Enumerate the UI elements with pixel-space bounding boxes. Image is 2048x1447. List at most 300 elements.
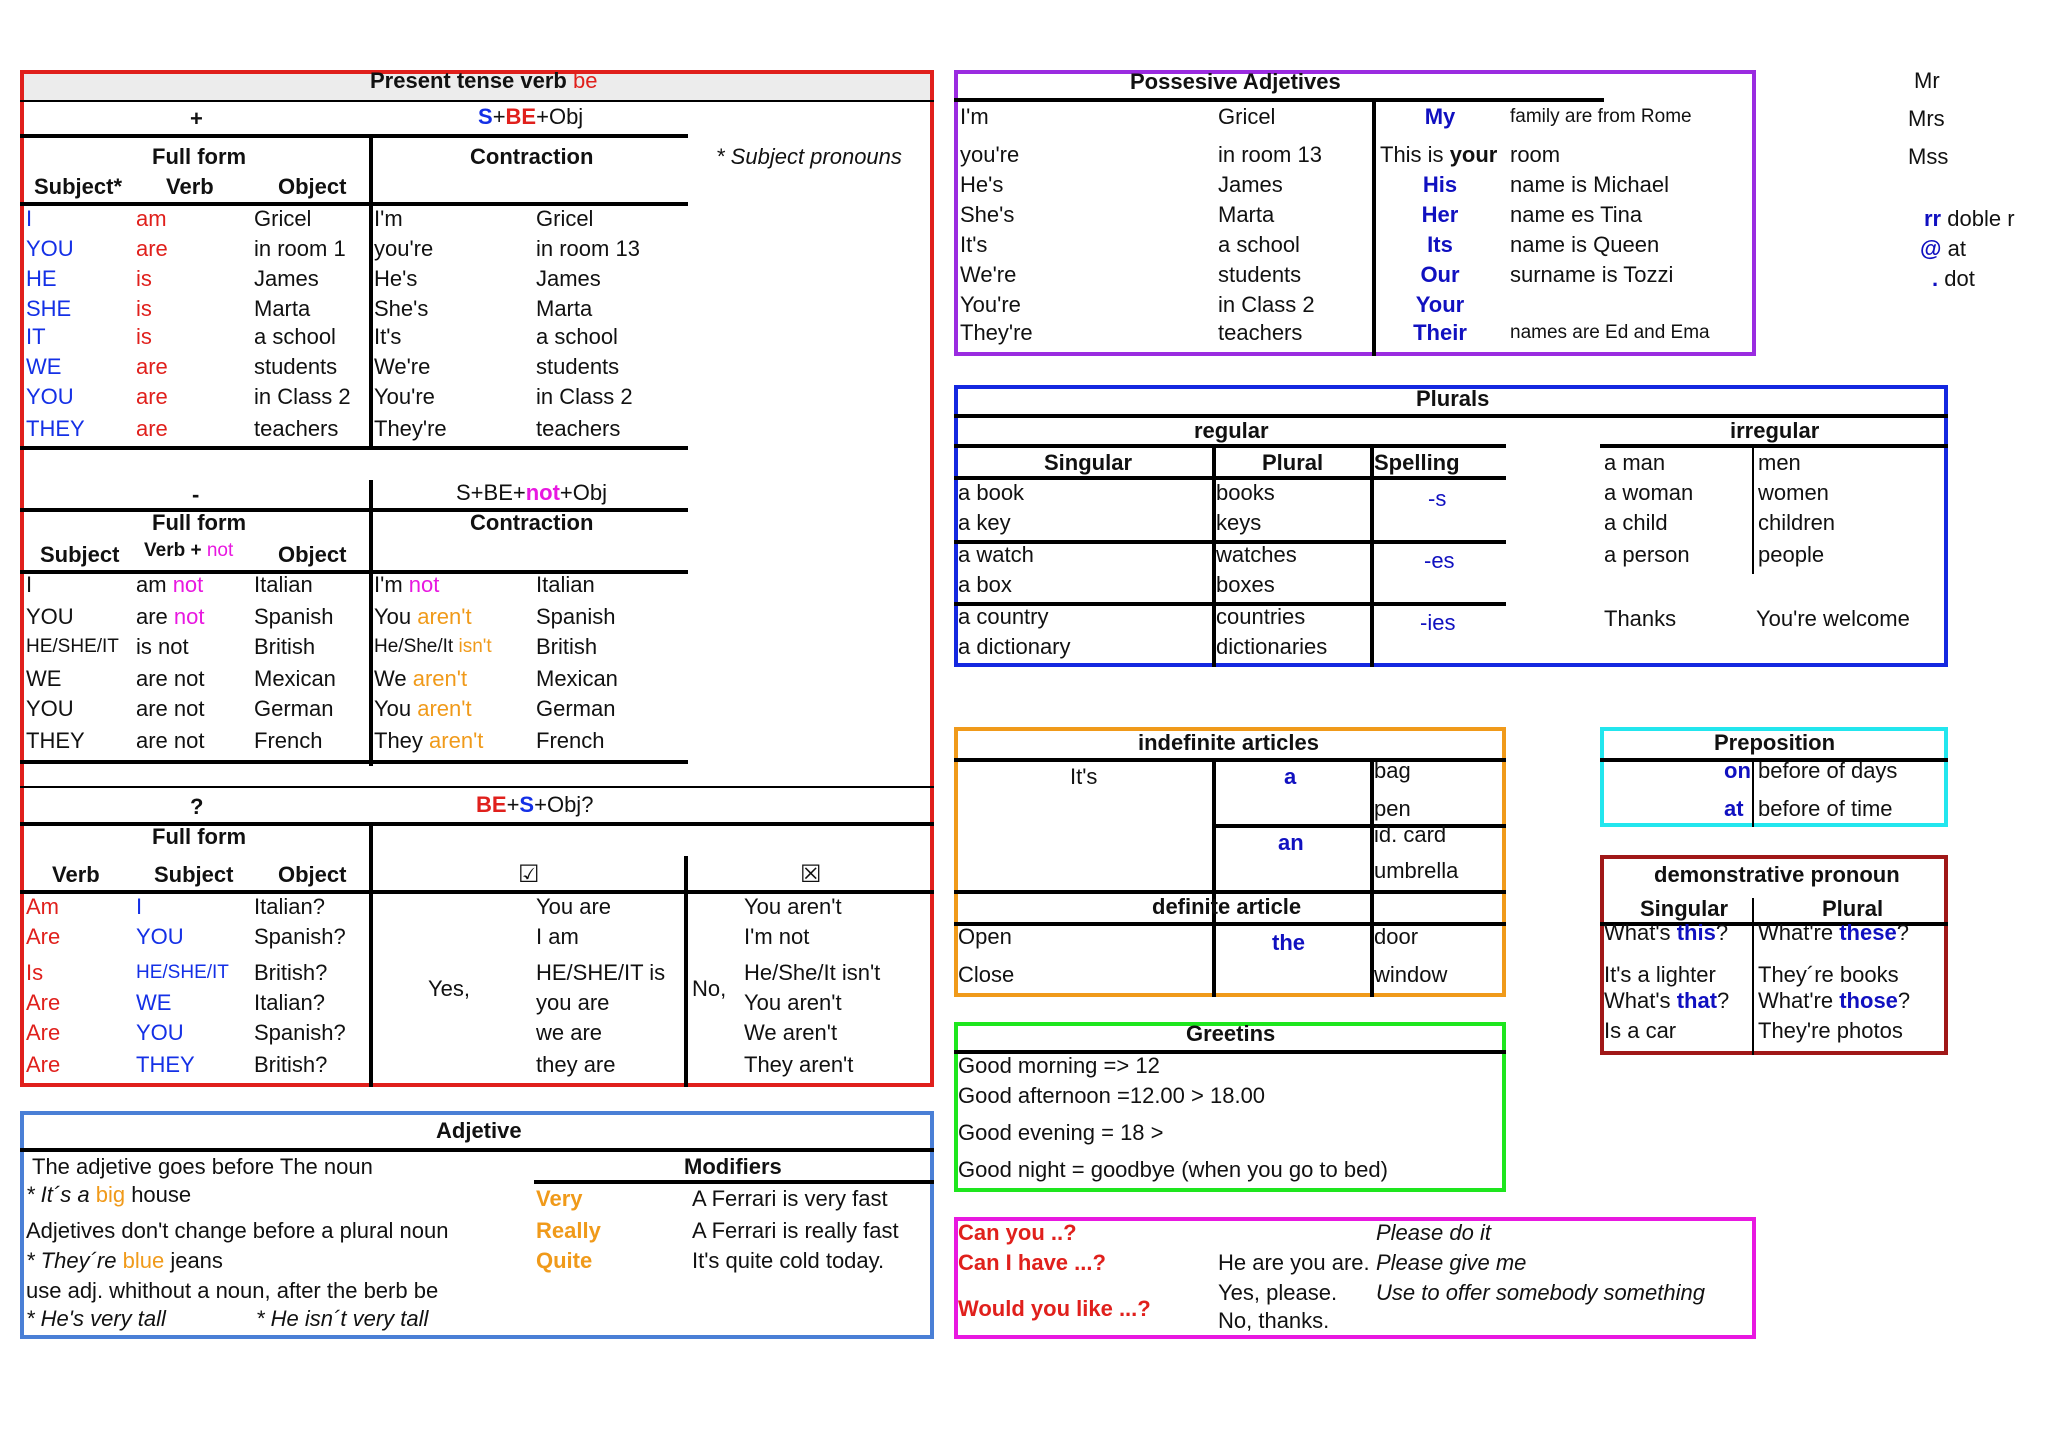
q-subject: YOU [136,1020,184,1045]
neg-subject: THEY [26,728,85,753]
divider [369,480,373,766]
q-verb-header: Verb [52,862,100,887]
divider [954,98,1604,102]
present-title-text: Present tense verb [370,68,567,93]
prep-at: at [1724,796,1744,821]
poss-object: Marta [1218,202,1275,227]
pos-contraction: They're [374,416,447,441]
pos-contraction: you're [374,236,434,261]
divider [1752,758,1754,827]
plural-plural: keys [1216,510,1262,535]
poss-subject: She's [960,202,1015,227]
subject-header: Subject* [34,174,123,199]
demo-these-question [1758,920,1909,946]
email-at [1920,236,1966,262]
neg-verb-word: are not [136,696,205,721]
divider [20,446,688,450]
neg-contraction-verb: not [408,572,440,597]
pos-verb: am [136,206,167,231]
pos-subject: THEY [26,416,85,441]
pos-contraction: We're [374,354,431,379]
q-formula-rest: +Obj? [534,792,594,817]
poss-subject: We're [960,262,1017,287]
divider [1370,444,1374,667]
umbrella-text: umbrella [1374,858,1459,883]
adj-example2-prefix: * They´re [26,1248,117,1273]
spelling-ies: -ies [1420,610,1456,635]
preposition-title: Preposition [1714,730,1836,755]
divider [1752,898,1754,1055]
prep-on: on [1724,758,1751,783]
neg-verb-not: not [172,572,204,597]
greeting-evening: Good evening = 18 > [958,1120,1164,1145]
demo-qmark-2: ? [1896,920,1909,945]
divider [534,1180,934,1184]
q-yes-answer: you are [536,990,610,1015]
plural-singular: a watch [958,542,1034,567]
modifiers-header: Modifiers [684,1154,782,1179]
q-subject: WE [136,990,172,1015]
plural-singular: a dictionary [958,634,1071,659]
verb-header: Verb [166,174,214,199]
neg-contraction-verb: isn't [458,636,492,657]
demo-books: They´re books [1758,962,1899,987]
neg-verb [136,696,205,722]
plural-spelling-header: Spelling [1374,450,1460,475]
q-subject: THEY [136,1052,195,1077]
q-object: Spanish? [254,924,346,949]
pos-subject: YOU [26,236,74,261]
adj-line-3: Adjetives don't change before a plural noun [26,1218,449,1243]
modifier-example: A Ferrari is really fast [692,1218,899,1243]
poss-object: teachers [1218,320,1303,345]
modifier-word: Really [536,1218,601,1243]
open-text: Open [958,924,1012,949]
pos-verb: is [136,266,152,291]
neg-contraction-subject: You [374,696,412,721]
poss-example: surname is Tozzi [1510,262,1674,287]
plural-singular-header: Singular [1044,450,1133,475]
pos-subject: WE [26,354,62,379]
poss-example: name is Michael [1510,172,1669,197]
neg-contraction-object: German [536,696,616,721]
demo-those: those [1839,988,1898,1013]
neg-contraction [374,572,439,598]
formula-rest: +Obj [536,104,584,129]
q-object: British? [254,1052,328,1077]
title-mr: Mr [1914,68,1940,93]
poss-subject: He's [960,172,1004,197]
poss-subject: They're [960,320,1033,345]
q-no-answer: They aren't [744,1052,854,1077]
q-verb: Are [26,924,61,949]
demo-singular-header: Singular [1640,896,1729,921]
pos-contraction-object: a school [536,324,618,349]
neg-contraction-subject: We [374,666,407,691]
spelling-s: -s [1428,486,1447,511]
divider [20,1148,934,1152]
plural-singular: a box [958,572,1012,597]
plural-plural: dictionaries [1216,634,1328,659]
neg-verb [136,666,205,692]
definite-title: definite article [1152,894,1302,919]
demo-qmark-4: ? [1897,988,1911,1013]
thanks-text: Thanks [1604,606,1677,631]
adj-line-4 [26,1248,223,1274]
spelling-es: -es [1424,548,1455,573]
q-yes-answer: they are [536,1052,616,1077]
adjective-title: Adjetive [436,1118,522,1143]
pos-object: Marta [254,296,311,321]
possessive-title: Possesive Adjetives [1130,69,1341,94]
q-yes-answer: HE/SHE/IT is [536,960,666,985]
q-verb: Are [26,1020,61,1045]
adj-line-5: use adj. whithout a noun, after the berb be [26,1278,439,1303]
question-formula [476,792,593,818]
regular-header: regular [1194,418,1269,443]
neg-subject: WE [26,666,62,691]
pos-contraction-object: students [536,354,620,379]
q-object: Italian? [254,894,325,919]
q-verb: Are [26,1052,61,1077]
divider [20,100,934,102]
divider [20,786,934,788]
divider [1752,444,1754,574]
plural-plural: boxes [1216,572,1275,597]
demo-qmark-3: ? [1717,988,1730,1013]
adj-line-1: The adjetive goes before The noun [32,1154,373,1179]
poss-subject: I'm [960,104,989,129]
poss-object: a school [1218,232,1300,257]
neg-contraction [374,604,472,630]
pos-contraction-object: in Class 2 [536,384,633,409]
poss-subject: It's [960,232,988,257]
neg-formula-a: S+BE+ [456,480,526,505]
neg-verb [136,572,203,598]
irregular-plural: women [1758,480,1829,505]
plural-plural: watches [1216,542,1297,567]
present-title [370,68,597,94]
prep-at-text: before of time [1758,796,1893,821]
greetings-title: Greetins [1186,1021,1276,1046]
object-header: Object [278,174,347,199]
neg-subject-header: Subject [40,542,120,567]
neg-contraction-subject: He/She/It [374,636,454,657]
demo-that: that [1676,988,1718,1013]
adj-example-adjective: big [95,1182,126,1207]
adj-example-noun: house [131,1182,192,1207]
q-formula-be: BE [476,792,507,817]
greeting-morning: Good morning => 12 [958,1053,1160,1078]
bag-text: bag [1374,758,1411,783]
pos-object: teachers [254,416,339,441]
idcard-text: id. card [1374,822,1447,847]
divider [1212,824,1506,828]
modifier-word: Quite [536,1248,593,1273]
demo-this-question [1604,920,1728,946]
q-no-answer: You aren't [744,990,842,1015]
email-dot [1932,266,1975,292]
q-no-answer: I'm not [744,924,810,949]
pos-contraction: He's [374,266,418,291]
note-please-give-me: Please give me [1376,1250,1527,1275]
pos-object: students [254,354,338,379]
note-offer: Use to offer somebody something [1376,1280,1705,1305]
neg-contraction-object: French [536,728,605,753]
formula-plus: + [492,104,506,129]
adj-example-prefix: * It´s a [26,1182,90,1207]
q-object: British? [254,960,328,985]
neg-contraction [374,696,472,722]
demo-car: Is a car [1604,1018,1677,1043]
plural-plural: countries [1216,604,1306,629]
plural-plural: books [1216,480,1275,505]
poss-object: Gricel [1218,104,1276,129]
pos-object: Gricel [254,206,312,231]
neg-object: Spanish [254,604,334,629]
demo-that-question [1604,988,1729,1014]
neg-object-header: Object [278,542,347,567]
neg-contraction-object: British [536,634,598,659]
neg-contraction-object: Italian [536,572,595,597]
rr-symbol: rr [1924,206,1942,231]
demo-whats-1: What's [1604,920,1671,945]
present-title-be: be [573,68,598,93]
article-an: an [1278,830,1304,855]
its-text: It's [1070,764,1098,789]
divider [954,922,1506,926]
poss-adjective: Her [1421,202,1459,227]
q-no-answer: You aren't [744,894,842,919]
modifier-example: A Ferrari is very fast [692,1186,888,1211]
contraction-header: Contraction [470,144,594,169]
poss-subject: you're [960,142,1020,167]
divider [369,134,373,450]
q-verb: Am [26,894,59,919]
neg-contraction-verb: aren't [429,728,484,753]
poss-adjective: Your [1415,292,1465,317]
poss-example: room [1510,142,1561,167]
q-verb: Is [26,960,44,985]
negative-formula [456,480,607,506]
pos-subject: I [26,206,33,231]
demo-whatre-1: What're [1758,920,1834,945]
q-object: Spanish? [254,1020,346,1045]
positive-formula [478,104,583,130]
pos-object: in room 1 [254,236,346,261]
cross-icon: ☒ [800,861,822,888]
pos-contraction-object: in room 13 [536,236,640,261]
irregular-singular: a woman [1604,480,1694,505]
irregular-plural: people [1758,542,1825,567]
neg-verb-word: are [136,604,168,629]
neg-verb-word: is not [136,634,189,659]
poss-adjective: your [1449,142,1498,167]
neg-object: French [254,728,323,753]
article-the: the [1272,930,1305,955]
poss-object: James [1218,172,1283,197]
poss-example: family are from Rome [1510,106,1692,127]
neg-verb [136,604,205,630]
irregular-singular: a person [1604,542,1690,567]
q-no-answer: We aren't [744,1020,838,1045]
neg-subject: YOU [26,696,74,721]
irregular-singular: a child [1604,510,1668,535]
door-text: door [1374,924,1419,949]
neg-contraction-verb: aren't [412,666,468,691]
neg-verb [136,728,205,754]
demo-lighter: It's a lighter [1604,962,1716,987]
divider [1212,758,1216,997]
neg-formula-not: not [525,480,560,505]
pos-verb: are [136,236,168,261]
plural-singular: a country [958,604,1049,629]
rr-text: doble r [1947,206,2015,231]
pos-contraction: I'm [374,206,403,231]
poss-example: name es Tina [1510,202,1643,227]
q-object-header: Object [278,862,347,887]
pos-contraction: It's [374,324,402,349]
adj-example-3b: * He isn´t very tall [256,1306,429,1331]
poss-adjective: Our [1420,262,1460,287]
pos-contraction-object: James [536,266,601,291]
neg-contraction [374,634,492,660]
neg-object: German [254,696,334,721]
email-rr [1924,206,2015,232]
greeting-night: Good night = goodbye (when you go to bed) [958,1157,1388,1182]
pos-verb: is [136,296,152,321]
formula-be: BE [505,104,537,129]
divider [954,444,1506,448]
neg-contraction-subject: I'm [374,572,403,597]
poss-adjective: Its [1427,232,1453,257]
pos-subject: YOU [26,384,74,409]
poss-adjective: Their [1413,320,1467,345]
poss-object: in Class 2 [1218,292,1315,317]
request-can-i-have: Can I have ...? [958,1250,1106,1275]
dot-symbol: . [1932,266,1939,291]
pos-object: James [254,266,319,291]
answer-here-you-are: He are you are. [1218,1250,1370,1275]
demo-qmark-1: ? [1715,920,1729,945]
neg-contraction-object: Mexican [536,666,618,691]
neg-subject: HE/SHE/IT [26,636,119,657]
window-text: window [1374,962,1448,987]
divider [20,760,688,764]
neg-contraction [374,728,483,754]
q-subject-header: Subject [154,862,234,887]
plural-plural-header: Plural [1262,450,1324,475]
q-no-answer: He/She/It isn't [744,960,881,985]
irregular-header: irregular [1730,418,1820,443]
neg-subject: YOU [26,604,74,629]
poss-example: names are Ed and Ema [1510,322,1710,343]
demo-plural-header: Plural [1822,896,1884,921]
divider [1600,444,1948,448]
close-text: Close [958,962,1015,987]
full-form-header: Full form [152,144,247,169]
neg-contraction [374,666,467,692]
modifier-example: It's quite cold today. [692,1248,885,1273]
pos-verb: are [136,416,168,441]
no-label: No, [692,976,727,1001]
title-mrs: Mrs [1908,106,1945,131]
at-symbol: @ [1920,236,1942,261]
neg-object: Mexican [254,666,336,691]
demo-these: these [1839,920,1897,945]
pos-contraction-object: Marta [536,296,593,321]
poss-object: in room 13 [1218,142,1322,167]
pos-verb: are [136,384,168,409]
irregular-singular: a man [1604,450,1666,475]
plus-sign: + [190,106,203,131]
poss-adjective: My [1424,104,1456,129]
pos-object: in Class 2 [254,384,351,409]
pos-verb: is [136,324,152,349]
q-yes-answer: we are [536,1020,603,1045]
neg-contraction-verb: aren't [417,696,472,721]
neg-contraction-object: Spanish [536,604,616,629]
divider [369,822,373,1087]
irregular-plural: men [1758,450,1801,475]
neg-contraction-verb: aren't [417,604,472,629]
neg-verb-word: are not [136,728,205,753]
pos-contraction: She's [374,296,429,321]
neg-verb [136,634,189,660]
pos-contraction: You're [374,384,435,409]
subject-note: * Subject pronouns [716,144,902,169]
check-icon: ☑ [518,861,540,888]
yes-label: Yes, [428,976,471,1001]
poss-adjective: His [1422,172,1458,197]
pos-verb: are [136,354,168,379]
welcome-text: You're welcome [1756,606,1910,631]
poss-example: name is Queen [1510,232,1660,257]
adj-example2-noun: jeans [170,1248,223,1273]
formula-s: S [478,104,493,129]
poss-subject: You're [960,292,1021,317]
prep-on-text: before of days [1758,758,1898,783]
pen-text: pen [1374,796,1411,821]
plural-singular: a key [958,510,1011,535]
neg-verb-not: not [173,604,205,629]
divider [1372,98,1376,356]
demo-this: this [1676,920,1716,945]
neg-verb-header [144,538,233,564]
divider [20,134,688,138]
demo-whatre-2: What're [1758,988,1834,1013]
q-formula-s: S [519,792,535,817]
pos-subject: IT [26,324,46,349]
neg-contraction-subject: You [374,604,412,629]
q-subject: YOU [136,924,184,949]
answer-no-thanks: No, thanks. [1218,1308,1330,1333]
adj-line-2 [26,1182,191,1208]
demo-whats-2: What's [1604,988,1671,1013]
q-verb: Are [26,990,61,1015]
poss-adjective-phrase [1380,142,1497,168]
greeting-afternoon: Good afternoon =12.00 > 18.00 [958,1083,1266,1108]
demo-those-question [1758,988,1910,1014]
neg-verb-not: not [206,540,234,561]
pos-object: a school [254,324,336,349]
q-subject: I [136,894,143,919]
poss-object: students [1218,262,1302,287]
minus-sign: - [192,482,200,507]
q-yes-answer: I am [536,924,579,949]
q-formula-plus: + [506,792,520,817]
demo-photos: They're photos [1758,1018,1903,1043]
